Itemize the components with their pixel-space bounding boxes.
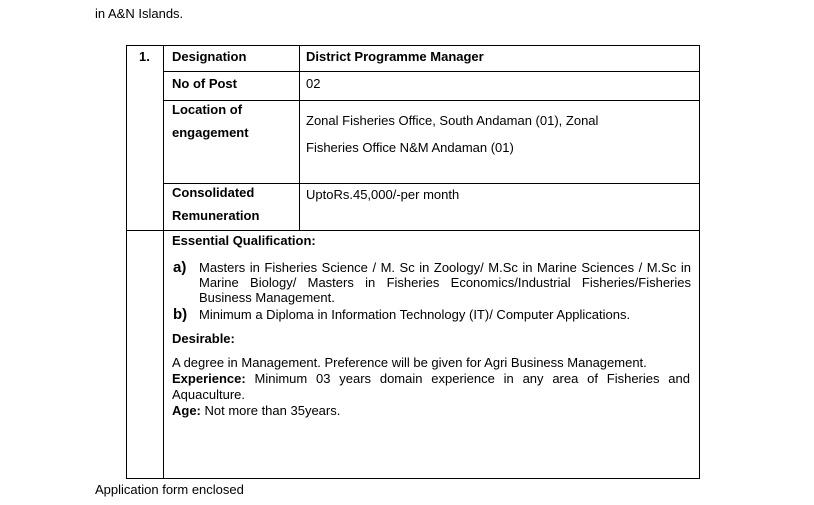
experience-label: Experience: [172, 371, 246, 386]
desirable-text: A degree in Management. Preference will be given for Agri Business Management. [172, 355, 647, 370]
remuneration-value: UptoRs.45,000/-per month [306, 187, 460, 202]
age-text: Not more than 35years. [200, 403, 341, 418]
footer-text: Application form enclosed [95, 482, 244, 497]
qualification-heading: Essential Qualification: [172, 233, 316, 248]
qualification-item-text: Masters in Fisheries Science / M. Sc in Zoology/ M.Sc in Marine Sciences / M.Sc in Marine Biology/ Masters in Fisheries Economics/Industrial Fisheries/Fisheries Business Management. [199, 260, 691, 305]
no-of-post-value: 02 [306, 76, 321, 91]
location-value-line1: Zonal Fisheries Office, South Andaman (01), Zonal [306, 113, 599, 128]
location-value-line2: Fisheries Office N&M Andaman (01) [306, 140, 514, 155]
qualification-item-a [173, 259, 693, 305]
designation-label: Designation [172, 49, 247, 64]
qualification-item-marker: a) [173, 259, 187, 276]
desirable-block [172, 355, 690, 419]
remuneration-label-line2: Remuneration [172, 208, 260, 223]
experience-text: Minimum 03 years domain experience in any area of Fisheries and Aquaculture. [172, 371, 690, 402]
remuneration-label-line1: Consolidated [172, 185, 255, 200]
qualification-item-b [173, 306, 693, 322]
age-label: Age: [172, 403, 201, 418]
no-of-post-label: No of Post [172, 76, 237, 91]
location-label-line2: engagement [172, 125, 249, 140]
designation-value: District Programme Manager [306, 49, 484, 64]
desirable-heading: Desirable: [172, 331, 235, 346]
location-label-line1: Location of [172, 102, 243, 117]
experience-line [172, 371, 690, 403]
intro-text-fragment: in A&N Islands. [95, 6, 184, 21]
row-number: 1. [139, 49, 150, 64]
qualification-item-marker: b) [173, 306, 188, 323]
qualification-item-text: Minimum a Diploma in Information Technology (IT)/ Computer Applications. [199, 307, 631, 322]
age-line [172, 403, 690, 419]
